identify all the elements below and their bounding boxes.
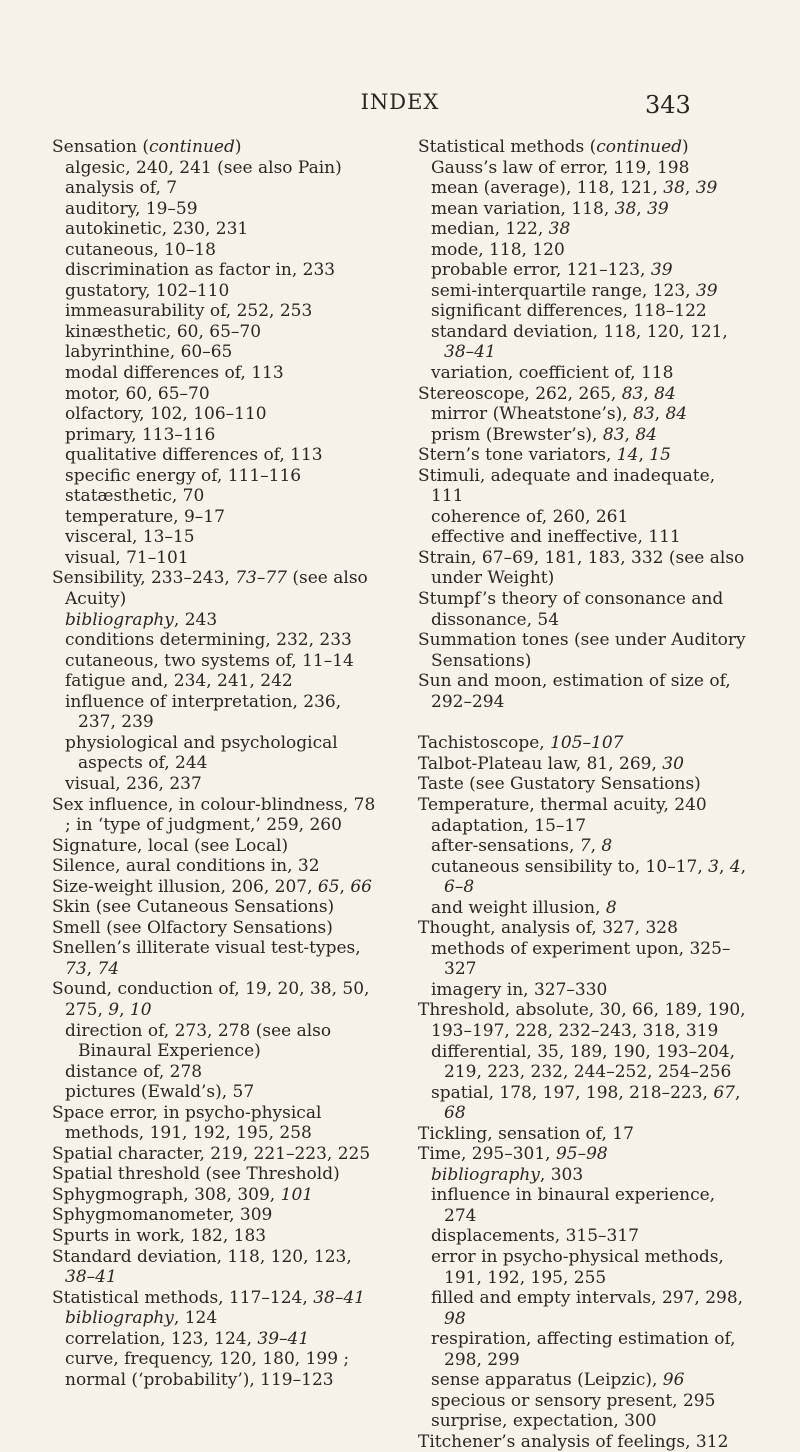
index-entry: Titchener’s analysis of feelings, 312: [418, 1431, 729, 1452]
index-subentry: probable error, 121–123, 39: [431, 260, 673, 281]
index-subentry: variation, coefficient of, 118: [431, 363, 674, 384]
index-subentry: mode, 118, 120: [431, 239, 565, 260]
index-subentry: algesic, 240, 241 (see also Pain): [65, 157, 342, 178]
index-subentry: normal (‘probability’), 119–123: [65, 1369, 334, 1390]
index-subentry: spatial, 178, 197, 198, 218–223, 67, 68: [431, 1082, 741, 1124]
index-entry: Stern’s tone variators, 14, 15: [418, 445, 671, 466]
index-entry: Silence, aural conditions in, 32: [52, 856, 320, 877]
index-subentry: respiration, affecting estimation of, 298, 299: [431, 1329, 736, 1370]
index-entry: Threshold, absolute, 30, 66, 189, 190, 193–197, 228, 232–243, 318, 319: [418, 1000, 746, 1041]
index-entry: Statistical methods (continued): [418, 137, 689, 157]
index-entry: Standard deviation, 118, 120, 123, 38–41: [52, 1246, 352, 1288]
index-subentry: significant differences, 118–122: [431, 301, 707, 322]
index-entry: Stereoscope, 262, 265, 83, 84: [418, 383, 676, 404]
index-subentry: effective and ineffective, 111: [431, 527, 681, 548]
index-subentry: imagery in, 327–330: [431, 979, 608, 1000]
index-subentry: olfactory, 102, 106–110: [65, 404, 267, 425]
index-subentry: after-sensations, 7, 8: [431, 836, 613, 857]
index-entry: Space error, in psycho-physical methods, 191, 192, 195, 258: [52, 1102, 322, 1144]
index-subentry: bibliography, 124: [65, 1308, 218, 1329]
index-entry: Thought, analysis of, 327, 328: [418, 918, 678, 939]
index-entry: Snellen’s illiterate visual test-types, 73, 74: [52, 938, 361, 979]
index-subentry: surprise, expectation, 300: [431, 1411, 657, 1432]
index-subentry: direction of, 273, 278 (see also Binaural Experience): [65, 1020, 332, 1062]
index-subentry: modal differences of, 113: [65, 363, 284, 384]
index-subentry: physiological and psychological aspects of, 244: [65, 732, 338, 774]
index-entry: Taste (see Gustatory Sensations): [418, 774, 701, 795]
index-column-right: [418, 137, 746, 1452]
index-subentry: differential, 35, 189, 190, 193–204, 219, 223, 232, 244–252, 254–256: [431, 1041, 735, 1083]
index-subentry: adaptation, 15–17: [431, 815, 587, 836]
index-subentry: error in psycho-physical methods, 191, 192, 195, 255: [431, 1246, 724, 1288]
index-subentry: correlation, 123, 124, 39–41: [65, 1328, 310, 1349]
index-subentry: conditions determining, 232, 233: [65, 630, 352, 651]
index-subentry: mean variation, 118, 38, 39: [431, 198, 669, 219]
index-subentry: filled and empty intervals, 297, 298, 98: [431, 1288, 744, 1329]
section-gap: [418, 712, 746, 733]
index-subentry: Gauss’s law of error, 119, 198: [431, 157, 690, 178]
index-entry: Sphygmomanometer, 309: [52, 1205, 273, 1226]
index-subentry: standard deviation, 118, 120, 121, 38–41: [431, 321, 728, 363]
page-header-title: INDEX: [360, 90, 440, 114]
index-entry: Spatial threshold (see Threshold): [52, 1164, 340, 1185]
index-entry: Summation tones (see under Auditory Sensations): [418, 630, 746, 671]
index-subentry: discrimination as factor in, 233: [65, 260, 336, 281]
index-entry: Sex influence, in colour-blindness, 78 ; in ‘type of judgment,’ 259, 260: [52, 794, 376, 836]
index-subentry: mean (average), 118, 121, 38, 39: [431, 178, 718, 199]
index-subentry: sense apparatus (Leipzic), 96: [431, 1370, 685, 1391]
index-subentry: visual, 236, 237: [65, 773, 202, 794]
index-entry: Spurts in work, 182, 183: [52, 1225, 267, 1246]
index-entry: Sound, conduction of, 19, 20, 38, 50, 275, 9, 10: [52, 979, 370, 1020]
page-number: 343: [645, 91, 691, 119]
index-entry: Size-weight illusion, 206, 207, 65, 66: [52, 876, 372, 897]
index-entry: Sensation (continued): [52, 137, 242, 157]
index-entry: Smell (see Olfactory Sensations): [52, 917, 333, 938]
index-entry: Sensibility, 233–243, 73–77 (see also Acuity): [52, 568, 368, 610]
index-subentry: displacements, 315–317: [431, 1226, 639, 1247]
index-column-left: [52, 137, 380, 1390]
index-subentry: temperature, 9–17: [65, 506, 225, 527]
index-subentry: immeasurability of, 252, 253: [65, 301, 313, 322]
index-subentry: methods of experiment upon, 325–327: [431, 938, 731, 980]
index-subentry: motor, 60, 65–70: [65, 383, 210, 404]
index-entry: Sphygmograph, 308, 309, 101: [52, 1184, 314, 1205]
index-subentry: and weight illusion, 8: [431, 897, 617, 918]
index-entry: Tachistoscope, 105–107: [418, 733, 624, 754]
index-subentry: statæsthetic, 70: [65, 486, 205, 507]
index-subentry: prism (Brewster’s), 83, 84: [431, 424, 657, 445]
index-entry: Sun and moon, estimation of size of, 292–294: [418, 671, 731, 712]
index-subentry: auditory, 19–59: [65, 198, 198, 219]
index-entry: Statistical methods, 117–124, 38–41: [52, 1287, 365, 1308]
index-subentry: influence in binaural experience, 274: [431, 1185, 716, 1226]
index-subentry: specious or sensory present, 295: [431, 1390, 716, 1411]
index-subentry: median, 122, 38: [431, 219, 571, 240]
index-entry: Spatial character, 219, 221–223, 225: [52, 1143, 371, 1164]
index-subentry: semi-interquartile range, 123, 39: [431, 280, 718, 301]
index-subentry: visual, 71–101: [65, 547, 189, 568]
index-subentry: cutaneous, 10–18: [65, 239, 216, 260]
index-subentry: gustatory, 102–110: [65, 280, 230, 301]
index-subentry: qualitative differences of, 113: [65, 445, 323, 466]
index-entry: Strain, 67–69, 181, 183, 332 (see also under Weight): [418, 547, 745, 589]
index-subentry: kinæsthetic, 60, 65–70: [65, 321, 262, 342]
index-subentry: bibliography, 243: [65, 609, 218, 630]
index-subentry: analysis of, 7: [65, 178, 178, 199]
index-subentry: autokinetic, 230, 231: [65, 219, 249, 240]
index-subentry: fatigue and, 234, 241, 242: [65, 671, 293, 692]
index-subentry: coherence of, 260, 261: [431, 506, 629, 527]
index-subentry: visceral, 13–15: [65, 527, 195, 548]
index-subentry: bibliography, 303: [431, 1164, 584, 1185]
index-subentry: influence of interpretation, 236, 237, 239: [65, 691, 342, 733]
index-entry: Time, 295–301, 95–98: [418, 1144, 608, 1165]
index-entry: Stumpf’s theory of consonance and dissonance, 54: [418, 589, 724, 630]
index-subentry: mirror (Wheatstone’s), 83, 84: [431, 404, 688, 425]
index-subentry: primary, 113–116: [65, 424, 216, 445]
index-subentry: distance of, 278: [65, 1061, 203, 1082]
index-entry: Talbot-Plateau law, 81, 269, 30: [418, 753, 684, 774]
index-entry: Tickling, sensation of, 17: [418, 1123, 634, 1144]
index-subentry: labyrinthine, 60–65: [65, 342, 233, 363]
index-subentry: curve, frequency, 120, 180, 199 ;: [65, 1349, 350, 1370]
index-entry: Signature, local (see Local): [52, 835, 289, 856]
index-entry: Temperature, thermal acuity, 240: [418, 794, 707, 815]
index-subentry: specific energy of, 111–116: [65, 465, 302, 486]
index-subentry: cutaneous, two systems of, 11–14: [65, 650, 354, 671]
index-subentry: pictures (Ewald’s), 57: [65, 1082, 255, 1103]
index-subentry: cutaneous sensibility to, 10–17, 3, 4, 6–8: [431, 856, 747, 898]
index-entry: Skin (see Cutaneous Sensations): [52, 897, 335, 918]
index-entry: Stimuli, adequate and inadequate, 111: [418, 465, 716, 507]
